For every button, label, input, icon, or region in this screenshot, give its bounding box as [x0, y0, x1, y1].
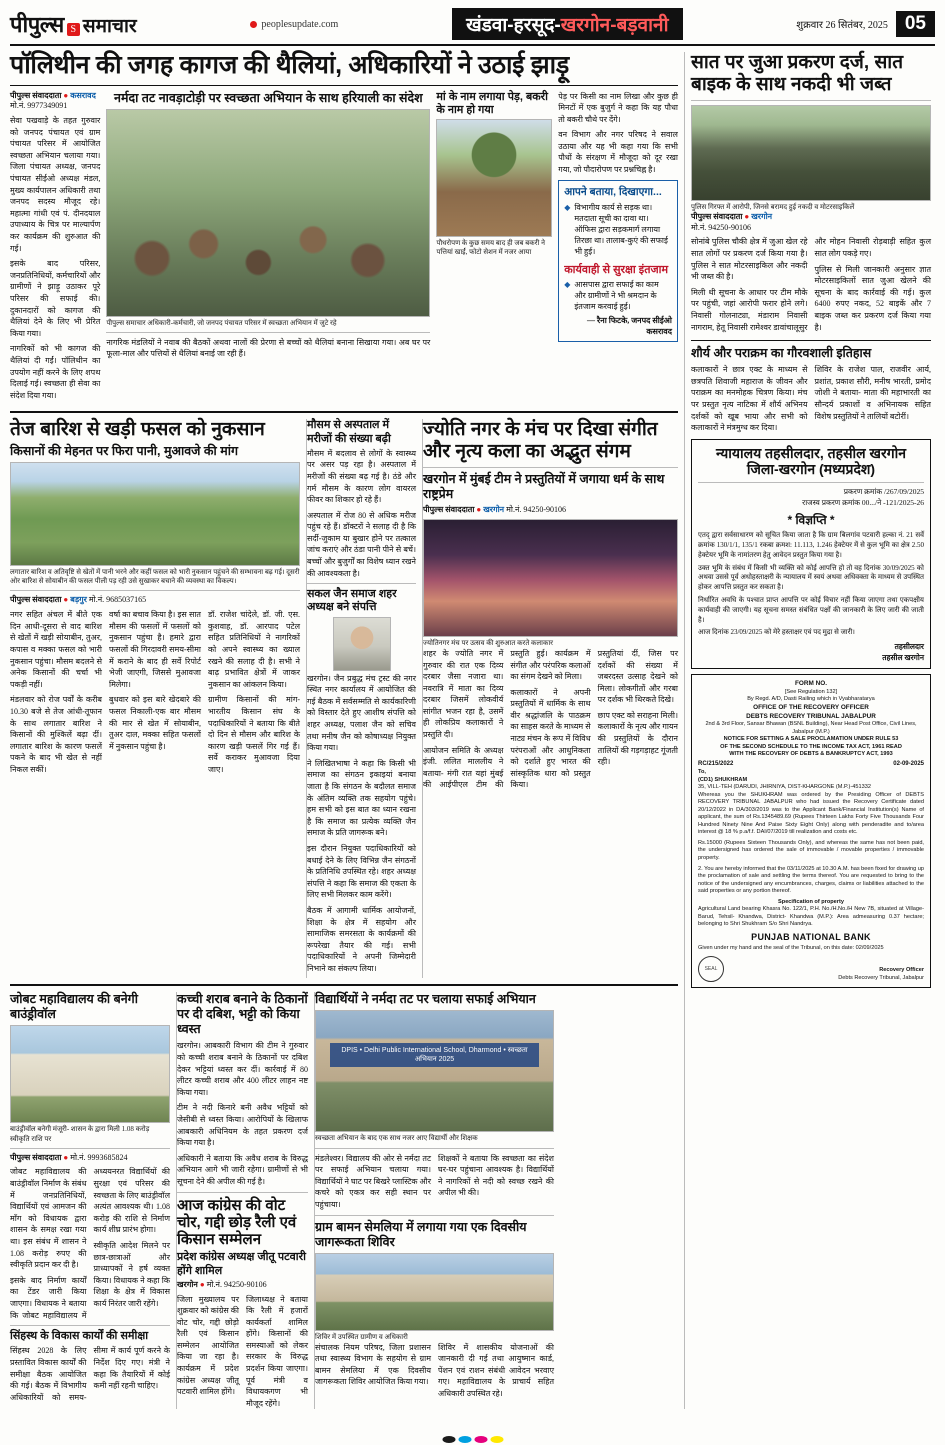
- lead-photo-block: [106, 91, 430, 406]
- divider: [307, 583, 416, 584]
- notice-vigyapti-label: * विज्ञप्ति *: [787, 513, 835, 528]
- hospital-p2: अस्पताल में रोज 80 से अधिक मरीज पहुंच रहे हैं। डॉक्टरों ने सलाह दी है कि सर्दी-जुकाम या बुखार होने पर तत्काल जांच कराएं और ठंडा पानी पीने से बचें। बच्चों और बुजुर्गों का विशेष ध्यान रखने की आवश्यकता है।: [307, 510, 416, 578]
- narmada-photo: [315, 1010, 554, 1132]
- byline-bullet: ●: [63, 1152, 69, 1162]
- seal-icon: SEAL: [698, 956, 724, 982]
- gambling-photo-caption: पुलिस गिरफ्त में आरोपी, जिनसे बरामद हुई नकदी व मोटरसाइकिलें: [691, 202, 855, 211]
- music-photo: [423, 519, 678, 637]
- liquor-p2: टीम ने नदी किनारे बनी अवैध भट्टियों को जेसीबी से ध्वस्त किया। आरोपियों के खिलाफ आबकारी अधिनियम के तहत प्रकरण दर्ज किया गया है।: [177, 1103, 308, 1148]
- jain-p3: इस दौरान नियुक्त पदाधिकारियों को बधाई देने के लिए विभिन्न जैन संगठनों के प्रतिनिधि उपस्थित रहे। शहर अध्यक्ष संपत्ति ने कहा कि समाज की एकता के लिए सभी मिलकर काम करेंगे।: [307, 843, 416, 900]
- congress-head: आज कांग्रेस की वोट चोर, गद्दी छोड़ रैली एवं किसान सम्मेलन: [177, 1196, 297, 1249]
- divider: [10, 1325, 170, 1326]
- crop-damage-story: [10, 419, 300, 978]
- hindi-legal-notice: [691, 439, 931, 670]
- byline-bullet: ●: [199, 1279, 205, 1289]
- jain-p4: बैठक में आगामी धार्मिक आयोजनों, शिक्षा के क्षेत्र में सहयोग और सामाजिक समरसता के कार्यक्रमों की रूपरेखा तैयार की गई। सभी पदाधिकारियों ने अपनी जिम्मेदारी निभाने का संकल्प लिया।: [307, 905, 416, 973]
- notice-footer: Given under my hand and the seal of the Tribunal, on this date: 02/09/2025: [698, 944, 884, 951]
- logo[interactable]: [10, 9, 137, 39]
- recovery-officer-office: Debts Recovery Tribunal, Jabalpur: [838, 974, 924, 981]
- logo-text-primary: पीपुल्स: [10, 12, 64, 37]
- congress-body: [177, 1294, 308, 1410]
- jain-portrait-photo: [333, 617, 391, 671]
- logo-badge: S: [67, 23, 80, 36]
- music-p1: शहर के ज्योति नगर में गुरुवार की रात एक दिव्य दरबार जैसा नजारा था। नवरात्रि में माता का दिव्य दरबार जिसमें लोकवीर्य सांगीत भजन रहा है, उसमें ही लोकप्रिय कलाकारों ने प्रस्तुति दी।: [423, 648, 504, 740]
- jain-p2: ने लिखितभाषा ने कहा कि किसी भी समाज का संगठन इकाइयां बनाया जाता है कि संगठन के बदौलत समाज के अंतिम व्यक्ति तक सहयोग पहुंचे। हम सभी को इस बात का ध्यान रखना है कि समाज का प्रत्येक व्यक्ति जैन समाज के प्रति जागरूक बने।: [307, 758, 416, 838]
- website-label: peoplesupdate.com: [261, 18, 339, 30]
- notice-signer-title: तहसीलदार: [894, 642, 924, 652]
- reg-mark-black: [442, 1436, 455, 1443]
- byline-mobile: मो.नं. 9977349091: [10, 101, 68, 111]
- edition-part-1: खंडवा-हरसूद-: [466, 15, 561, 36]
- notice-title-line2: जिला-खरगोन (मध्यप्रदेश): [746, 461, 876, 478]
- shibir-p1: संचालक नियम परिषद, जिला प्रशासन तथा स्वास्थ्य विभाग के सहयोग से ग्राम बामन सेमलिया में एक दिवसीय जागरूकता शिविर आयोजित किया गया।: [315, 1342, 431, 1387]
- notice-para-2: उक्त भूमि के संबंध में किसी भी व्यक्ति को कोई आपत्ति हो तो वह दिनांक 30/09/2025 को अथवा उससे पूर्व अधोहस्ताक्षरी के न्यायालय में स्वयं अथवा अधिवक्ता के माध्यम से उपस्थित होकर आपत्ति प्रस्तुत कर सकता है।: [698, 563, 924, 592]
- crop-photo-caption: लगातार बारिश व अतिवृष्टि से खेतों में पानी भरने और कहीं फसल को भारी नुकसान पहुंचने की सम्भावना बढ़ गई। दूसरी ओर बारिश से सोयाबीन की फसल पीली पड़ रही उसे सुखाकर बचाने की व्यवस्था का विकल्प।: [10, 568, 300, 586]
- narmada-p1: मंडलेश्वर। विद्यालय की ओर से नर्मदा तट पर सफाई अभियान चलाया गया। विद्यार्थियों ने घाट पर बिखरे प्लास्टिक और कचरे को एकत्र कर सही स्थान पर पहुंचाया।: [315, 1153, 431, 1209]
- crop-p1: नगर सहित अंचल में बीते एक दिन आधी-दूसरा से वाद बारिश से खेतों में खड़ी सोयाबीन, तुअर, कपास व मक्का फसल को भारी नुकसान पहुंचा। मौसम बदलने से अनेक किसानों की चर्चा भी पकड़ी नहीं।: [10, 610, 102, 689]
- notice-delivery-line: By Regd. A/D, Dasti Railing which in Vyabharatarya: [747, 696, 875, 703]
- lead-right-text: [558, 91, 678, 406]
- byline-mobile: मो.नं. 94250-90106: [506, 505, 567, 515]
- lead-col3-p2: वन विभाग और नगर परिषद ने सवाल उठाया और यह भी कहा गया कि सभी पौधों के संरक्षण में मौजूदा को दूर रखा गया, जो पौदारोपण पर प्रश्नचिह्न है।: [558, 130, 678, 175]
- crop-p5: डॉ. राजेश चांदेले, डॉ. जी. एस. कुशवाह, डॉ. आरपाद पटेल सहित प्रतिनिधियों ने नागरिकों को अपने स्वास्थ्य का ख्याल रखने की सलाह दी है। सभी ने बाढ़ प्रभावित क्षेत्रों में जाकर नुकसान का आंकलन किया।: [208, 610, 300, 689]
- college-photo: [10, 1025, 170, 1123]
- divider: [106, 332, 430, 333]
- byline: [423, 505, 678, 516]
- info-box-item: [564, 279, 672, 313]
- crop-p4: बुधवार को इस बारे खेदबारे की फसल निकाली-एक बार मौसम की मार से खेत में सोयाबीन, तुअर दाल, मक्का सहित फसलों में नुकसान पहुंचा है।: [109, 695, 201, 751]
- notice-title-line-2: OF THE SECOND SCHEDULE TO THE INCOME TAX ACT, 1961 READ: [720, 743, 902, 750]
- music-p3: कलाकारों ने अपनी प्रस्तुतियों में धार्मिक के साथ वीर श्रद्धांजलि के पाठक्रम का साहस करते के माध्यम से नाट्य मंचन के रूप में विविध परंपराओं और आधुनिकता को दर्शाते हुए भारत की सांस्कृतिक धारा को प्रस्तुत किया।: [510, 687, 591, 790]
- byline-mobile: मो.नं. 94250-90106: [206, 1279, 267, 1289]
- hospital-head: मौसम से अस्पताल में मरीजों की संख्या बढ़ी: [307, 419, 391, 445]
- music-p2: आयोजन समिति के अध्यक्ष इंजी. ललित माललीय ने बताया- मंगी रात यहां मुंबई की आईपीएल टीम की प्रस्तुति हुई। कार्यक्रम में संगीत और परंपरिक कलाओं का संगम देखने को मिला।: [423, 648, 591, 790]
- shibir-body: [315, 1342, 554, 1400]
- notice-signer-office: तहसील खरगोन: [882, 652, 924, 662]
- logo-text-secondary: समाचार: [82, 16, 137, 37]
- lead-tree-block: [436, 91, 552, 406]
- liquor-p1: खरगोन। आबकारी विभाग की टीम ने गुरुवार को कच्ची शराब बनाने के ठिकानों पर दबिश देकर भट्टियां ध्वस्त कर दीं। कार्रवाई में 80 लीटर कच्ची शराब और 400 लीटर लाहन नष्ट किया गया।: [177, 1041, 308, 1097]
- crop-subhead: किसानों की मेहनत पर फिरा पानी, मुआवजे की मांग: [10, 444, 238, 459]
- notice-signature-block: [838, 967, 924, 982]
- rc-number: RC/215/2022: [698, 761, 734, 767]
- divider: [10, 590, 300, 591]
- school-banner: DPIS • Delhi Public International School, Dharmond • स्वच्छता अभियान 2025: [330, 1043, 539, 1067]
- info-box-signature: — रैना फिटके, जनपद सीईओ कसरावद: [587, 316, 672, 337]
- byline-city: खरगोन: [483, 505, 505, 515]
- crop-p3: वर्षा का बचाव किया है। इस सात मौसम की फसलों में फसलों को नुकसान पहुंचा है। हमारे द्वारा फसलों की गिरदावरी समय-सीमा में कराने के बाद ही सर्वे रिपोर्ट भेजी जाएगी, जिससे मुआवजा मिलेगा।: [109, 610, 201, 689]
- publication-date: शुक्रवार 26 सितंबर, 2025: [796, 20, 888, 31]
- notice-signature: [698, 642, 924, 663]
- masthead-right: [796, 11, 935, 37]
- divider: [10, 984, 678, 986]
- congress-p2: जिलाध्यक्ष ने बताया कि रैली में हजारों कार्यकर्ता शामिल होंगे। किसानों की समस्याओं को लेकर सरकार के विरुद्ध प्रदर्शन किया जाएगा। पूर्व मंत्री व विधायकगण भी मौजूद रहेंगे।: [246, 1294, 308, 1408]
- divider: [10, 411, 678, 413]
- divider: [315, 1148, 554, 1149]
- college-body: [10, 1166, 170, 1321]
- gambling-p3: पुलिस से मिली जानकारी अनुसार ज्ञात मोटरसाइकिलों सात जुआ खेलने की सूचना के बाद कार्रवाई की गई। कुल 6400 रुपए नकद, 52 बाइकें और 7 बाइक जब्त कर प्रकरण दर्ज किया गया है।: [814, 264, 931, 332]
- lead-text-column: [10, 91, 100, 406]
- second-band: [10, 419, 678, 978]
- notice-signature-row: [698, 956, 924, 982]
- byline-city: कसरावद: [70, 90, 96, 100]
- liquor-p3: अधिकारी ने बताया कि अवैध शराब के विरुद्ध अभियान आगे भी जारी रहेगा। ग्रामीणों से भी सूचना देने की अपील की गई है।: [177, 1153, 308, 1186]
- jain-head: सकल जैन समाज शहर अध्यक्ष बने संपत्ति: [307, 588, 397, 614]
- music-story: [422, 419, 678, 978]
- byline: [10, 91, 100, 113]
- divider: [691, 340, 931, 341]
- byline-bullet: ●: [476, 505, 482, 515]
- byline-mobile: मो.नं. 94250-90106: [691, 222, 751, 232]
- main-column: [10, 52, 678, 1409]
- crop-photo: [10, 462, 300, 566]
- notice-title-line1: न्यायालय तहसीलदार, तहसील खरगोन: [715, 444, 907, 461]
- college-head: जोबट महाविद्यालय की बनेगी बाउंड्रीवॉल: [10, 992, 138, 1022]
- shibir-photo-caption: शिविर में उपस्थित ग्रामीण व अधिकारी: [315, 1332, 408, 1341]
- office-line-2: DEBTS RECOVERY TRIBUNAL JABALPUR: [746, 712, 876, 720]
- byline-city: बड़गुर: [70, 595, 87, 605]
- divider: [423, 467, 678, 468]
- office-address: 2nd & 3rd Floor, Sansar Bhawan (BSNL Building), Near Head Post Office, Civil Lines, Jabalpur (M.P.): [705, 721, 917, 735]
- congress-p1: जिला मुख्यालय पर शुक्रवार को कांग्रेस की वोट चोर, गद्दी छोड़ो रैली एवं किसान सम्मेलन आयोजित किया जा रहा है। कार्यक्रम में प्रदेश कांग्रेस अध्यक्ष जीतू पटवारी शामिल होंगे।: [177, 1294, 239, 1397]
- gambling-p2: मिली थी सूचना के आधार पर टीम मौके पर पहुंची, जहां आरोपी फरार होने लगे। निवासी गोलनाट्या, मंडाराम निवासी नागराम, हेतू निवासी रामेश्वर डावांचालूसुर और मोहन निवासी रोड़बाड़ी सहित कुल सात लोग पकड़े गए।: [691, 237, 931, 332]
- reg-mark-yellow: [490, 1436, 503, 1443]
- crop-headline: तेज बारिश से खड़ी फसल को नुकसान: [10, 419, 265, 441]
- lead-para-3: नागरिकों को भी कागज की थैलियां दी गईं। पॉलिथीन का उपयोग नहीं करने के लिए शपथ दिलाई गई। स्वच्छता ही सेवा का संदेश दिया गया।: [10, 344, 101, 400]
- byline-mobile: मो.नं. 9993685824: [70, 1152, 128, 1162]
- divider: [10, 1148, 170, 1149]
- gambling-body: [691, 236, 931, 335]
- website-url[interactable]: [250, 19, 338, 30]
- shaurya-body: [691, 364, 931, 434]
- bank-name: PUNJAB NATIONAL BANK: [751, 931, 871, 942]
- narmada-p2: शिक्षकों ने बताया कि स्वच्छता का संदेश घर-घर पहुंचाना आवश्यक है। विद्यार्थियों ने नागरिकों से नदी को स्वच्छ रखने की अपील भी की।: [438, 1153, 554, 1198]
- tree-photo-caption: पौधरोपण के कुछ समय बाद ही जब बकरी ने पत्तियां खाईं, फोटो सेशन में नजर आया: [436, 238, 545, 256]
- byline-label: पीपुल्स संवाददाता: [423, 505, 475, 515]
- notice-case-number-1: प्रकरण क्रमांक /267/09/2025: [843, 487, 924, 497]
- english-legal-notice: [691, 674, 931, 988]
- notice-date: 02-09-2025: [893, 761, 924, 767]
- info-box-item-text: विभागीय कार्य से सड़क था। मतदाता सूची का दावा था। ऑफिस द्वारा सड़कमार्ग लगाया तिरछा था। तालाब-कुएं की सफाई भी हुई।: [574, 202, 668, 257]
- page-number: 05: [896, 11, 935, 37]
- gambling-p1: सोनांबे पुलिस चौकी क्षेत्र में जुआ खेल रहे सात लोगों पर प्रकरण दर्ज किया गया है। पुलिस ने सात मोटरसाइकिल और नकदी भी जब्त की है।: [691, 237, 808, 282]
- byline: [177, 1280, 308, 1291]
- college-p1: जोबट महाविद्यालय की बाउंड्रीवॉल निर्माण के संबंध में जनप्रतिनिधियों, विद्यार्थियों एवं आमजन की माँग को विधायक द्वारा शासन के समक्ष रखा गया था। इस संबंध में शासन ने 1.08 करोड़ रुपए की स्वीकृति प्रदान कर दी है।: [10, 1167, 87, 1270]
- office-line-1: OFFICE OF THE RECOVERY OFFICER: [753, 703, 869, 711]
- lead-para-1: सेवा पखवाड़े के तहत गुरुवार को जनपद पंचायत एवं ग्राम पंचायत परिसर में आयोजित स्वच्छता अभियान चलाया गया। जिला पंचायत अध्यक्ष, जनपद पंचायत सीईओ अध्यक्ष मंडल, मुख्य कार्यपालन अधिकारी तथा जनपद सदस्य मौजूद रहे। महात्मा गांधी एवं पं. दीनदयाल उपाध्याय के चित्र पर माल्यार्पण कर कार्यक्रम की शुरुआत की गई।: [10, 116, 101, 253]
- music-photo-caption: ज्योतिनगर मंच पर उत्सव की शुरुआत करते कलाकार: [423, 638, 554, 647]
- shaurya-p2: शिविर के राजेश पाल, राजवीर आर्य, प्रशांत, प्रकाश सौरी, मनीष भारती, प्रमोद जोशी ने बताया- माता की महाभारती का सौन्दर्य प्रकाशों व अभिनायक सहित विशेष प्रस्तुतियों ने तालियों बटोरीं।: [814, 365, 931, 421]
- music-body: [423, 648, 678, 791]
- reg-mark-cyan: [458, 1436, 471, 1443]
- byline: [10, 595, 300, 606]
- bullet-icon: [250, 21, 257, 28]
- music-p5: छाप एक्ट को सराहना मिली। कलाकारों के नृत्य और गायन की प्रस्तुतियों के दौरान तालियों की गड़गड़ाहट गूंजती रही।: [597, 710, 678, 767]
- congress-subhead: प्रदेश कांग्रेस अध्यक्ष जीतू पटवारी होंगे शामिल: [177, 1251, 306, 1277]
- college-story: [10, 992, 170, 1409]
- college-photo-caption: बाउंड्रीवॉल बनेगी मंजूरी- शासन के द्वारा मिली 1.08 करोड़ स्वीकृति राशि पर: [10, 1125, 150, 1143]
- notice-case-number-2: राजस्व प्रकरण क्रमांक 00.../ने -121/2025-26: [802, 497, 924, 507]
- notice-para-3: निर्धारित अवधि के पश्चात प्राप्त आपत्ति पर कोई विचार नहीं किया जाएगा तथा एकपक्षीय कार्यवाही की जाएगी। यह सूचना समस्त संबंधित पक्षों की जानकारी के लिए जारी की जाती है।: [698, 596, 924, 624]
- byline-label: पीपुल्स संवाददाता: [10, 595, 62, 605]
- shibir-p2: शिविर में शासकीय योजनाओं की जानकारी दी गई तथा आयुष्मान कार्ड, पेंशन एवं राशन संबंधी आवेदन भरवाए गए। महाविद्यालय के प्राचार्य सहित अधिकारी उपस्थित रहे।: [438, 1342, 554, 1398]
- addressee-label: To,: [698, 769, 706, 775]
- music-subhead: खरगोन में मुंबई टीम ने प्रस्तुतियों में जगाया धर्म के साथ राष्ट्रप्रेम: [423, 472, 665, 502]
- notice-para-4: आज दिनांक 23/09/2025 को मेरे हस्ताक्षर एवं पद मुद्रा से जारी।: [698, 628, 855, 637]
- narmada-photo-caption: स्वच्छता अभियान के बाद एक साथ नजर आए विद्यार्थी और शिक्षक: [315, 1134, 478, 1143]
- byline: [10, 1153, 170, 1164]
- lead-photo-subhead: नर्मदा तट नावड़ाटोड़ी पर स्वच्छता अभियान के साथ हरियाली का संदेश: [114, 90, 423, 105]
- liquor-head: कच्ची शराब बनाने के ठिकानों पर दी दबिश, भट्टी को किया ध्वस्त: [177, 992, 308, 1037]
- divider: [698, 482, 924, 483]
- notice-title: [698, 445, 924, 479]
- divider: [691, 100, 931, 101]
- middle-narrow-column: [306, 419, 416, 978]
- form-no: FORM NO.: [795, 680, 827, 688]
- right-column: [684, 52, 931, 1409]
- info-box: [558, 180, 678, 343]
- form-regulation: [See Regulation 132]: [784, 688, 838, 695]
- tree-photo: [436, 119, 552, 237]
- byline: [691, 212, 931, 234]
- specification-body: Agricultural Land bearing Khasra No. 122/1, P.H. No./H.No./H New 7B, situated at Village-Barud, Tehsil- Khandwa, District- Khandwa (M.P.): Area admeasuring 0.37 hectare; belonging to Shri Shukhram S/o Shri Nandrya.: [698, 906, 924, 928]
- narmada-head: विद्यार्थियों ने नर्मदा तट पर चलाया सफाई अभियान: [315, 992, 536, 1007]
- color-registration-marks: [442, 1436, 503, 1443]
- shaurya-head: शौर्य और पराक्रम का गौरवशाली इतिहास: [691, 346, 872, 361]
- byline-city: खरगोन: [177, 1279, 198, 1289]
- divider: [177, 1192, 308, 1193]
- gambling-photo: [691, 105, 931, 201]
- crop-p2: मंडलवार को रोज पर्वों के करीब 10.30 बजे से तेज आंधी-तूफान के साथ लगातार बारिश ने किसानों की मुश्किलें बढ़ा दीं। लगातार बारिश के कारण फसलें पकने के बाद भी खेत से नहीं निकल सकीं।: [10, 695, 102, 774]
- simhastha-p1: सिंहस्थ 2028 के लिए प्रस्तावित विकास कार्यों की समीक्षा बैठक आयोजित की गई। बैठक में विभागीय अधिकारियों को समय-सीमा में कार्य पूर्ण करने के निर्देश दिए गए। मंत्री ने कहा कि तैयारियों में कोई कमी नहीं रहनी चाहिए।: [10, 1346, 170, 1402]
- byline-mobile: मो.नं. 9685037165: [88, 595, 147, 605]
- notice-rc-row: [698, 761, 924, 767]
- notice-body-2: Rs.15000 (Rupees Sixteen Thousands Only), and whereas the same has not been paid, the undersigned has ordered the sale of immovable / movable properties / immovable property.: [698, 839, 924, 862]
- recovery-officer-title: Recovery Officer: [879, 967, 924, 974]
- byline-bullet: ●: [744, 211, 750, 221]
- info-box-item: [564, 202, 672, 258]
- byline-label: पीपुल्स संवाददाता: [10, 90, 62, 100]
- byline-bullet: ●: [63, 90, 69, 100]
- music-headline: ज्योति नगर के मंच पर दिखा संगीत और नृत्य कला का अद्भुत संगम: [423, 419, 658, 463]
- shibir-photo: [315, 1253, 554, 1331]
- tree-subhead: मां के नाम लगाया पेड़, बकरी के नाम हो गया: [436, 90, 549, 116]
- info-box-title: आपने बताया, दिखाएगा...: [564, 185, 662, 198]
- lead-main-photo-caption: पीपुल्स समाचार अधिकारी-कर्मचारी, जो जनपद पंचायत परिसर में स्वच्छता अभियान में जुटे रहे: [106, 318, 337, 327]
- byline-city: खरगोन: [751, 211, 773, 221]
- masthead: [10, 8, 935, 46]
- diamond-icon: ◆: [564, 202, 571, 212]
- page-content: [10, 52, 935, 1409]
- divider: [315, 1215, 554, 1216]
- simhastha-head: सिंहस्थ के विकास कार्यों की समीक्षा: [10, 1330, 149, 1343]
- college-p2: इसके बाद निर्माण कार्यों का टेंडर जारी किया जाएगा। विधायक ने बताया कि जोबट महाविद्यालय में अध्ययनरत विद्यार्थियों की सुरक्षा एवं परिसर की स्वच्छता के लिए बाउंड्रीवॉल अत्यंत आवश्यक थी। 1.08 करोड़ की राशि से निर्माण कार्य शीघ्र प्रारंभ होगा।: [10, 1167, 170, 1320]
- specification-heading: Specification of property: [778, 898, 844, 905]
- narmada-story: [314, 992, 554, 1409]
- divider: [10, 85, 678, 86]
- hospital-p1: मौसम में बदलाव से लोगों के स्वास्थ्य पर असर पड़ रहा है। अस्पताल में मरीजों की संख्या बढ़ गई है। ठंडे और गर्म मौसम के कारण लोग वायरल फीवर का शिकार हो रहे हैं।: [307, 448, 416, 505]
- shibir-head: ग्राम बामन सेमलिया में लगाया गया एक दिवसीय जागरूकता शिविर: [315, 1219, 527, 1249]
- info-box-item-text: आसपास द्वारा सफाई का काम और ग्रामीणों ने भी श्रमदान के इंतजाम करवाई हुई।: [574, 279, 659, 311]
- lead-story: [10, 91, 678, 406]
- byline-bullet: ●: [63, 595, 69, 605]
- liquor-congress-column: [176, 992, 308, 1409]
- addressee-name: (CD1) SHUKHRAM: [698, 776, 748, 783]
- diamond-icon: ◆: [564, 279, 571, 289]
- narmada-body: [315, 1153, 554, 1211]
- jain-p1: खरगोन। जैन प्रबुद्ध मंच ट्रस्ट की नगर स्थित नगर कार्यालय में आयोजित की गई बैठक में सर्वसम्मति से कार्यकारिणी को विस्तार देते हुए आशीष संपत्ति को शहर अध्यक्ष, पलाश जैन को सचिव तथा मनीष जैन को कोषाध्यक्ष नियुक्त किया गया।: [307, 673, 416, 753]
- notice-body-1: Whereas you the SHUKHRAM was ordered by the Presiding Officer of DEBTS RECOVERY TRIBUNAL JABALPUR who had issued the Recovery Certificate dated 20/12/2022 in DA/303/2019 was to the Applicant Bank/Financial Institution(s) Name of applicant, the sum of Rs.1345489.69 (Rupees Thirteen Lakhs Forty Five Thousands Four Hundred Ninety Nine And Paise Sixty Eight Only) along with penderadite and to/area interest @ 18 % p.a/f.f. DAI/07/2019 till realization and costs etc.: [698, 791, 924, 836]
- college-p3: स्वीकृति आदेश मिलने पर छात्र-छात्राओं और प्राध्यापकों ने हर्ष व्यक्त किया। विधायक ने कहा कि शिक्षा के क्षेत्र में विकास कार्य निरंतर जारी रहेंगे।: [93, 1241, 170, 1308]
- gambling-headline: सात पर जुआ प्रकरण दर्ज, सात बाइक के साथ नकदी भी जब्त: [691, 52, 904, 95]
- byline-label: पीपुल्स संवाददाता: [691, 211, 743, 221]
- lead-para-4: नागरिक मंडलियों ने नवाब की बैठकों अथवा नालों की प्रेरणा से बच्चों को थैलियां बनाना सिखाया गया। अब घर पर फूला-माल और पत्तियों से थैलियां बनाई जा रही हैं।: [106, 337, 431, 359]
- lead-headline: पॉलिथीन की जगह कागज की थैलियां, अधिकारियों ने उठाई झाड़ू: [10, 51, 569, 79]
- simhastha-body: [10, 1345, 170, 1403]
- reg-mark-magenta: [474, 1436, 487, 1443]
- edition-part-2: खरगोन-बड़वानी: [560, 15, 669, 36]
- notice-meta: [698, 487, 924, 508]
- lead-main-photo: [106, 109, 430, 317]
- lead-col3-p1: पेड़ पर किसी का नाम लिखा और कुछ ही मिनटों में एक बुजुर्ग ने कहा कि यह पौधा तो बकरी चौथे पर देंगे।: [558, 91, 678, 124]
- music-p4: प्रस्तुतियां दीं, जिस पर दर्शकों की संख्या में जबरदस्त उत्साह देखने को मिला। लोकगीतों और गरबा पर दर्शक भी थिरकते दिखे।: [597, 648, 678, 705]
- edition-banner: [452, 8, 682, 40]
- notice-title-line-1: NOTICE FOR SETTING A SALE PROCLAMATION UNDER RULE 53: [723, 736, 899, 743]
- notice-para-1: एतद् द्वारा सर्वसाधारण को सूचित किया जाता है कि ग्राम बिलगांव पटवारी हल्का नं. 21 सर्वे क्रमांक 130/1/1, 135/1 रकबा क्रमश: 11.113, 1.246 हेक्टेयर में से कुल भूमि का क्षेत्र 2.50 हेक्टेयर भूमि के नामांतरण हेतु आवेदन प्रस्तुत किया गया है।: [698, 531, 924, 559]
- notice-body-3: 2. You are hereby informed that the 03/11/2025 at 10.30 A.M. has been fixed for drawing up the proclamation of sale and settling the terms thereof. You are requested to bring to the notice of the undersigned any encumbrances, charges, claims or liabilities attached to the said properties or any portion thereof.: [698, 865, 924, 895]
- lead-para-2: इसके बाद परिसर, जनप्रतिनिधियों, कर्मचारियों और ग्रामीणों ने झाड़ू उठाकर पूरे परिसर की सफाई की। दुकानदारों को कागज की थैलियां देने के लिए भी प्रेरित किया गया।: [10, 259, 101, 338]
- notice-title-line-3: WITH THE RECOVERY OF DEBTS & BANKRUPTCY ACT, 1993: [729, 751, 893, 758]
- crop-p6: ग्रामीण किसानों की मांग- भारतीय किसान संघ के पदाधिकारियों ने बताया कि बीते दो दिन से मौसम और बारिश के कारण खड़ी फसलें गिर गई हैं। सर्वे कराकर मुआवजा दिया जाए।: [208, 695, 300, 774]
- shaurya-p1: कलाकारों ने छात्र एक्ट के माध्यम से छत्रपति शिवाजी महाराज के जीवन और पराक्रम का मनमोहक चित्रण किया। मंच पर प्रस्तुत नृत्य नाटिका में शौर्य अभिनय दर्शकों को खूब भाया और सभी को कलाकारों ने मंत्रमुग्ध कर दिया।: [691, 365, 808, 433]
- info-box-subhead: कार्यवाही से सुरक्षा इंतजाम: [564, 263, 669, 276]
- third-band: [10, 992, 678, 1409]
- addressee-address: 35, VILL-TEH (DARUDI, JHIRNIYA, DIST-KHARGONE (M.P.)-451332: [698, 784, 871, 791]
- crop-body: [10, 609, 300, 775]
- byline-label: पीपुल्स संवाददाता: [10, 1152, 62, 1162]
